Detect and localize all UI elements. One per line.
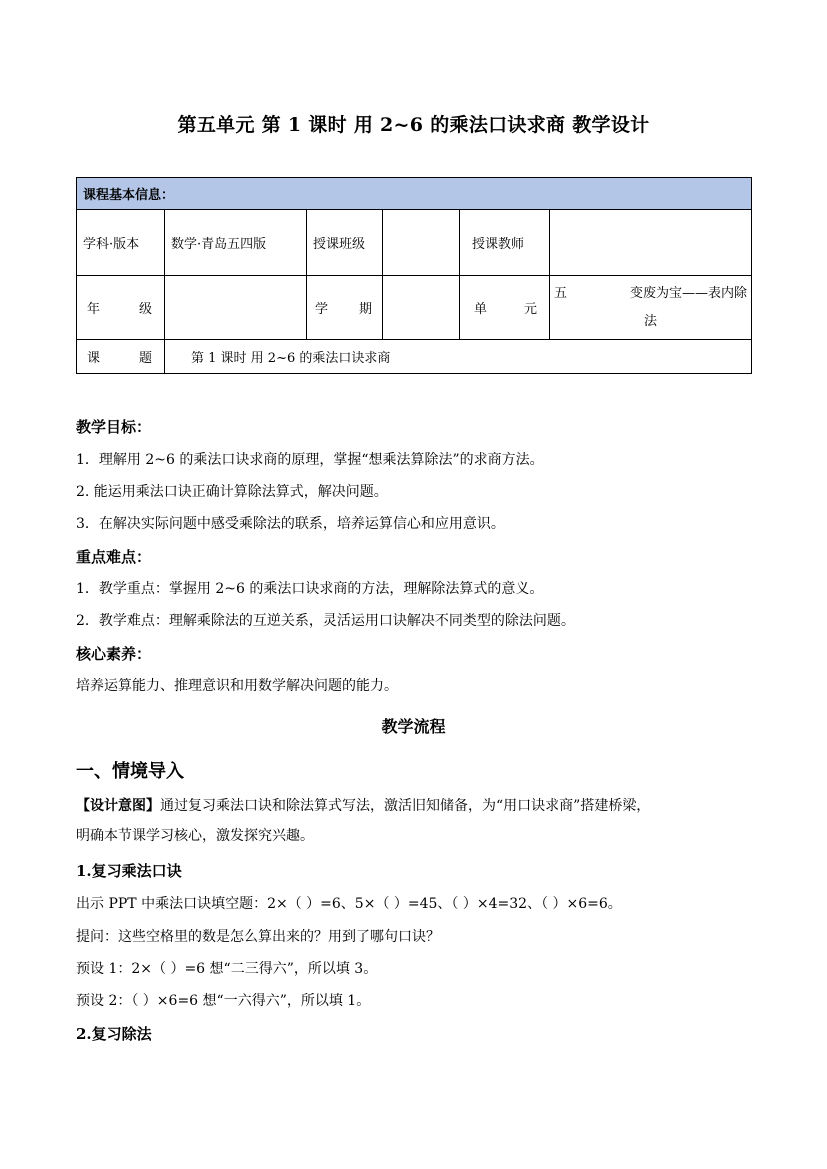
grade-label: 年 级 bbox=[77, 276, 165, 340]
teacher-value bbox=[550, 210, 752, 276]
topic-value: 第 1 课时 用 2~6 的乘法口诀求商 bbox=[165, 340, 752, 374]
subject-value: 数学·青岛五四版 bbox=[165, 210, 307, 276]
design-intent bbox=[76, 795, 650, 815]
table-row bbox=[77, 340, 752, 374]
document-title: 第五单元 第 1 课时 用 2~6 的乘法口诀求商 教学设计 bbox=[177, 114, 650, 136]
flow-heading: 教学流程 bbox=[381, 717, 446, 736]
paragraph-line: 预设 2：（ ）×6=6 想“一六得六”，所以填 1。 bbox=[76, 993, 371, 1009]
topic-label: 课 题 bbox=[77, 340, 165, 374]
paragraph-line: 提问：这些空格里的数是怎么算出来的？用到了哪句口诀？ bbox=[76, 929, 440, 945]
subject-label: 学科·版本 bbox=[77, 210, 165, 276]
term-label: 学 期 bbox=[307, 276, 383, 340]
class-value bbox=[383, 210, 460, 276]
literacy-heading: 核心素养： bbox=[76, 645, 152, 663]
subsection-heading: 1.复习乘法口诀 bbox=[76, 862, 182, 880]
objectives-heading: 教学目标： bbox=[76, 418, 152, 436]
teacher-label: 授课教师 bbox=[460, 210, 550, 276]
paragraph-line: 出示 PPT 中乘法口诀填空题：2×（ ）=6、5×（ ）=45、（ ）×4=32、（ ）×6=6。 bbox=[76, 896, 622, 912]
unit-value: 五 变废为宝——表内除 法 bbox=[550, 276, 752, 340]
objective-item: 3．在解决实际问题中感受乘除法的联系，培养运算信心和应用意识。 bbox=[76, 516, 505, 532]
section-heading: 一、情境导入 bbox=[76, 761, 184, 782]
paragraph-line: 预设 1：2×（ ）=6 想“二三得六”，所以填 3。 bbox=[76, 961, 378, 977]
objective-item: 2. 能运用乘法口诀正确计算除法算式，解决问题。 bbox=[76, 484, 388, 500]
key-point-item: 2．教学难点：理解乘除法的互逆关系，灵活运用口诀解决不同类型的除法问题。 bbox=[76, 613, 575, 629]
key-point-item: 1．教学重点：掌握用 2~6 的乘法口诀求商的方法，理解除法算式的意义。 bbox=[76, 581, 544, 597]
design-intent-text: 通过复习乘法口诀和除法算式写法，激活旧知储备，为“用口诀求商”搭建桥梁， bbox=[160, 798, 651, 814]
subsection-heading: 2.复习除法 bbox=[76, 1025, 152, 1043]
design-intent-text: 明确本节课学习核心，激发探究兴趣。 bbox=[76, 828, 314, 844]
table-header-row bbox=[77, 178, 752, 210]
table-row bbox=[77, 210, 752, 276]
design-intent-tag: 【设计意图】 bbox=[76, 798, 160, 814]
key-points-heading: 重点难点： bbox=[76, 548, 152, 566]
term-value bbox=[383, 276, 460, 340]
course-info-table bbox=[76, 177, 752, 374]
literacy-text: 培养运算能力、推理意识和用数学解决问题的能力。 bbox=[76, 678, 398, 694]
class-label: 授课班级 bbox=[307, 210, 383, 276]
unit-label: 单 元 bbox=[460, 276, 550, 340]
objective-item: 1．理解用 2~6 的乘法口诀求商的原理，掌握“想乘法算除法”的求商方法。 bbox=[76, 452, 544, 468]
table-header: 课程基本信息： bbox=[77, 178, 752, 210]
grade-value bbox=[165, 276, 307, 340]
table-row bbox=[77, 276, 752, 340]
